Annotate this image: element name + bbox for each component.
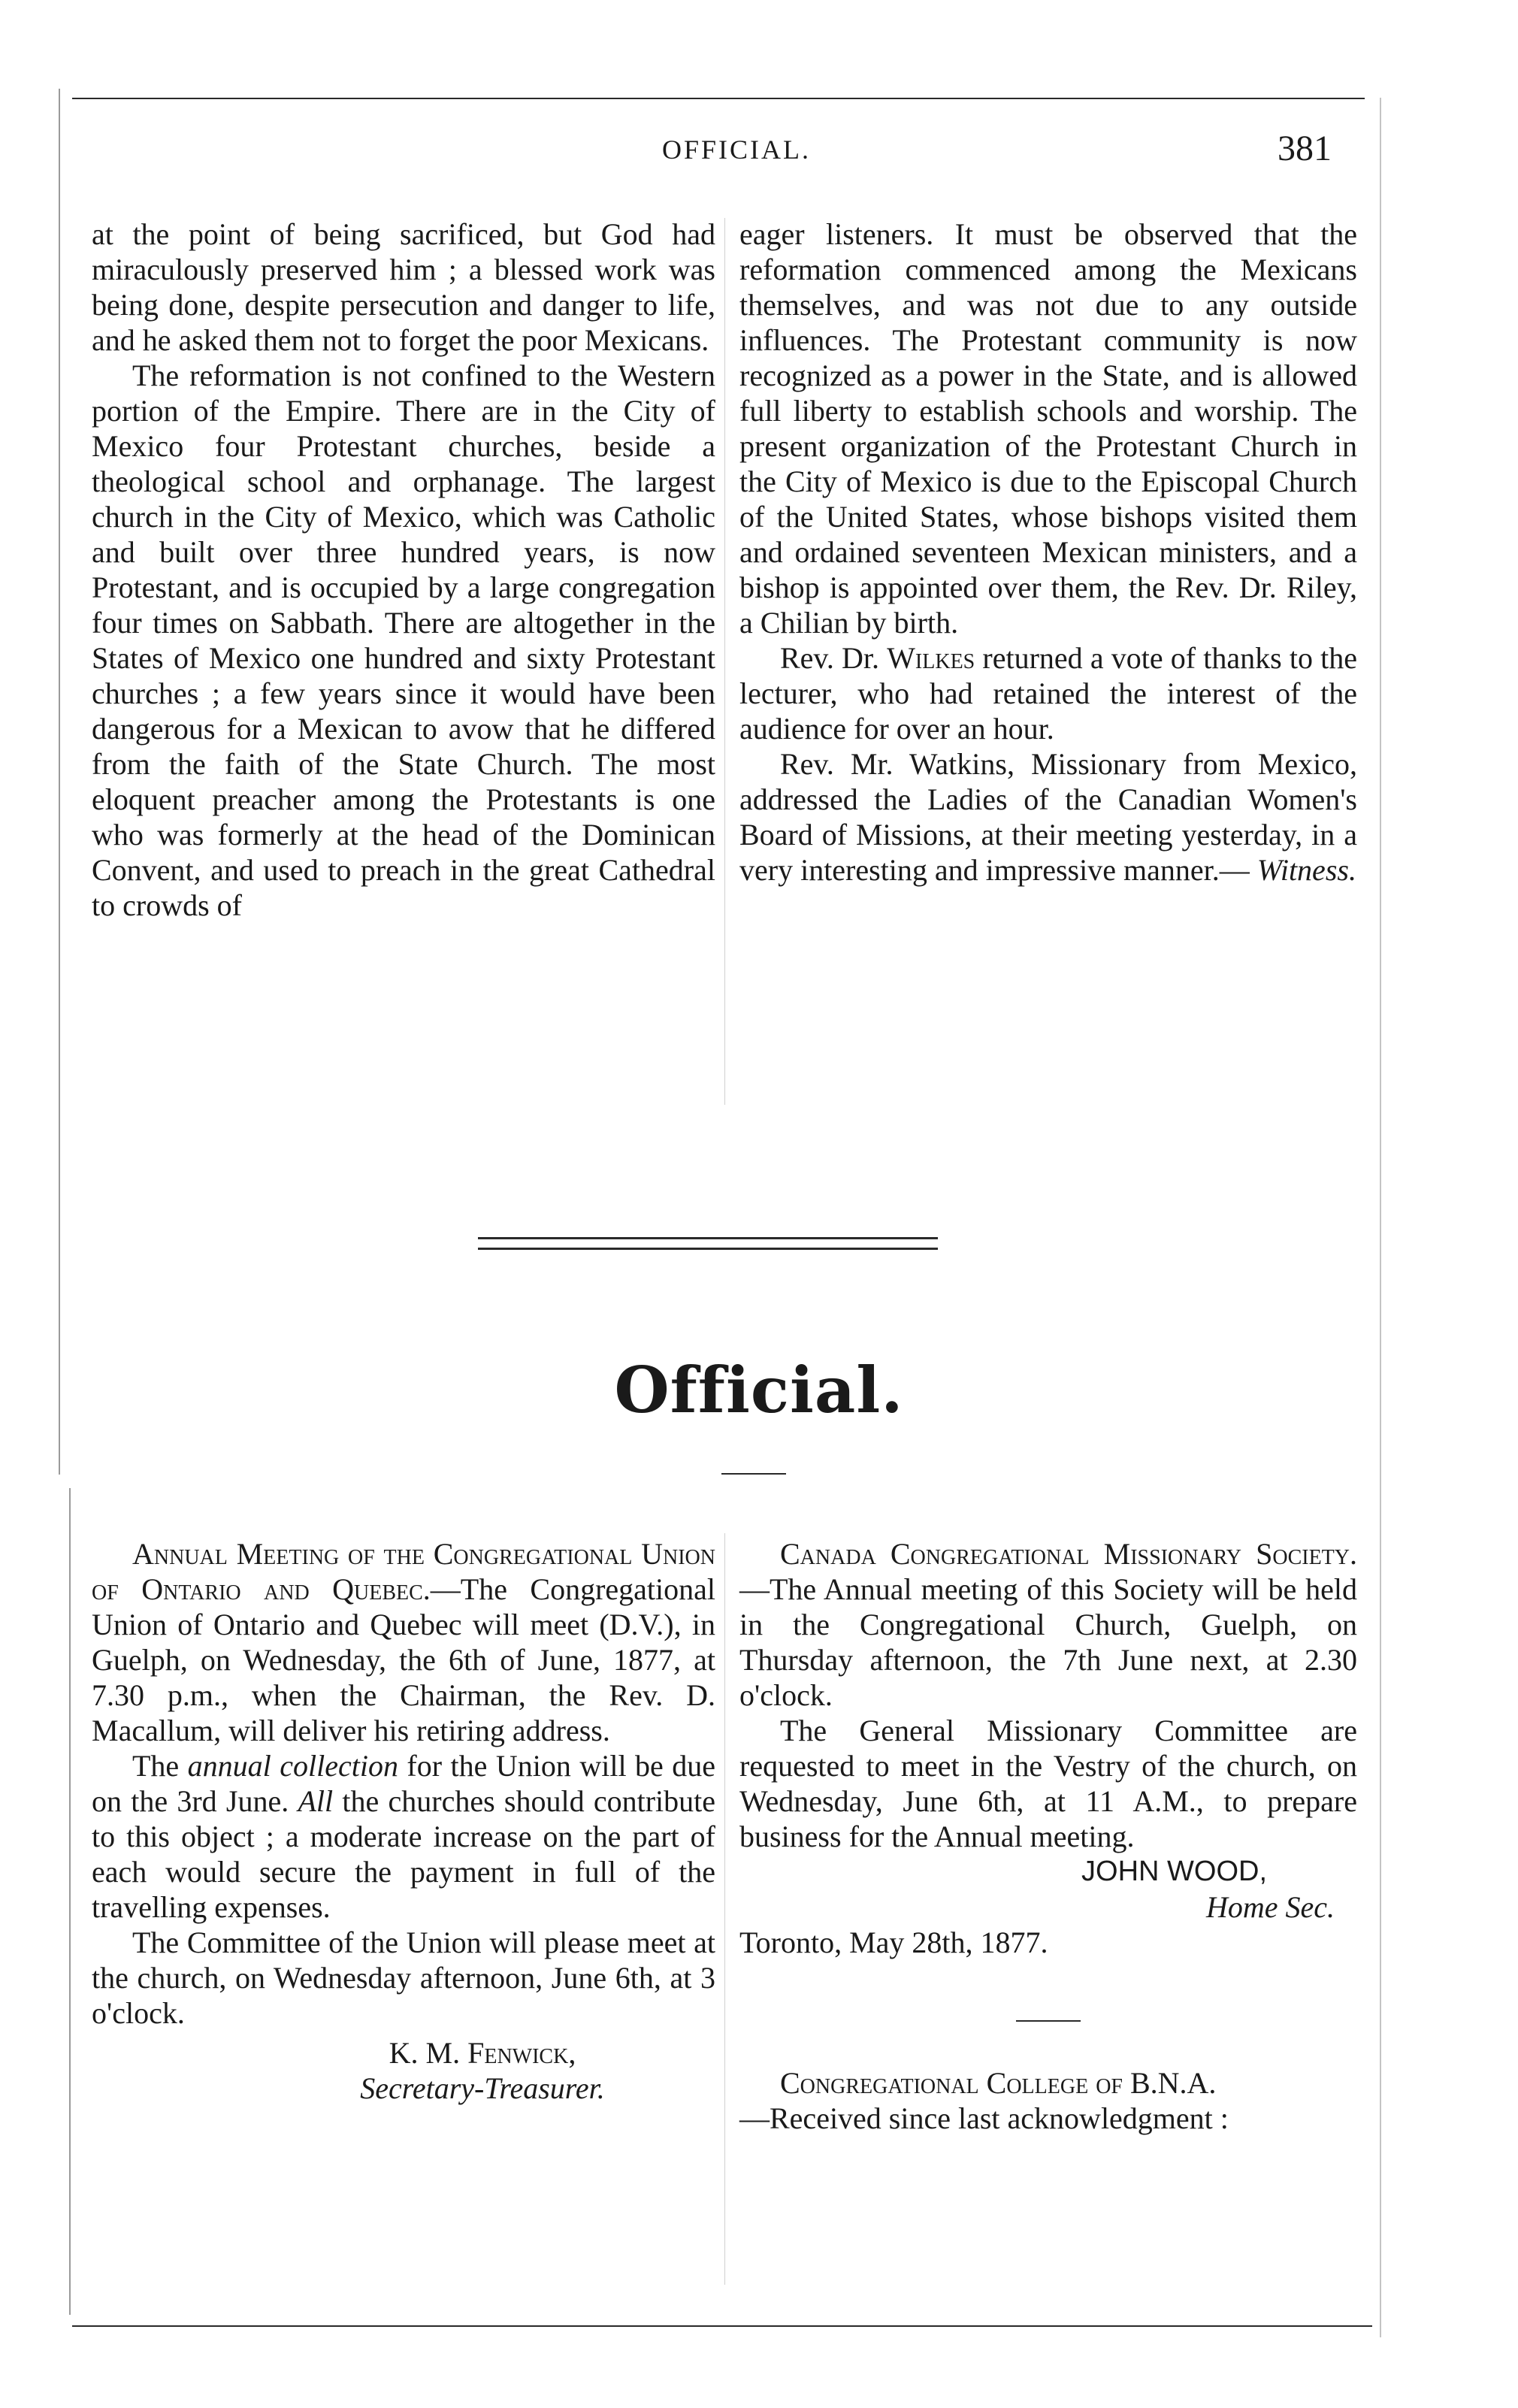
- paragraph: The reformation is not confined to the Western portion of the Empire. There are in the City of Mexico four Protestant churches, beside a theological school and orphanage. The largest church in the City of Mexico, which was Catholic and built over three hundred years, is now Protestant, and is occupied by a large congregation four times on Sabbath. There are altogether in the States of Mexico one hundred and sixty Protestant churches ; a few years since it would have been dangerous for a Mexican to avow that he differed from the faith of the State Church. The most eloquent preacher among the Protestants is one who was formerly at the head of the Dominican Convent, and used to preach in the great Cathedral to crowds of: [92, 358, 715, 922]
- paragraph: [739, 1536, 1357, 1713]
- notice-heading: Congregational College of B.N.A.: [780, 2066, 1217, 2100]
- text-run: —The Annual meeting of this Society will be held in the Congregational Church, Guelph, on Thursday afternoon, the 7th June next, at 2.30 o'clock.: [739, 1572, 1357, 1712]
- section-heading: Official.: [614, 1353, 904, 1427]
- paragraph: [739, 2065, 1357, 2101]
- paragraph: [739, 746, 1357, 888]
- top-left-column: [92, 216, 715, 923]
- running-head: OFFICIAL.: [661, 135, 812, 165]
- text-run: Rev. Mr. Watkins, Missionary from Mexico, addressed the Ladies of the Canadian Women's Board of Missions, at their meeting yesterday, in a very interesting and impressive manner.—: [739, 747, 1357, 887]
- person-name: Wilkes: [887, 641, 975, 675]
- emphasis: annual collection: [187, 1749, 398, 1783]
- signature-title: Home Sec.: [1205, 1890, 1335, 1924]
- section-rule-upper: [478, 1237, 938, 1239]
- signature-name: K. M. Fenwick,: [389, 2036, 576, 2070]
- section-rule-lower: [478, 1248, 938, 1250]
- column-divider: [724, 218, 725, 1105]
- text-run: Rev. Dr.: [780, 641, 888, 675]
- paragraph: [92, 1748, 715, 1925]
- bottom-left-column: [92, 1536, 715, 2106]
- bottom-rule: [72, 2325, 1372, 2327]
- top-rule: [72, 98, 1365, 99]
- column-divider-lower: [724, 1533, 725, 2285]
- bottom-right-column: [739, 1536, 1357, 2136]
- notice-heading: Annual Meeting of the Congregational Union of Ontario and Quebec.: [92, 1537, 715, 1606]
- paragraph: eager listeners. It must be observed that the reformation commenced among the Mexicans themselves, and was not due to any outside influences. The Protestant community is now recognized as a power in the State, and is allowed full liberty to establish schools and worship. The present organization of the Protestant Church in the City of Mexico is due to the Episcopal Church of the United States, whose bishops visited them and ordained seventeen Mexican ministers, and a bishop is appointed over them, the Rev. Dr. Riley, a Chilian by birth.: [739, 217, 1357, 640]
- heading-underline: [721, 1473, 786, 1475]
- text-run: returned a vote of thanks to the lecturer, who had retained the interest of the audience for over an hour.: [739, 641, 1357, 746]
- notice-heading: Canada Congregational Missionary Society.: [780, 1537, 1357, 1571]
- emphasis: All: [298, 1784, 334, 1818]
- paragraph: The Committee of the Union will please meet at the church, on Wednesday afternoon, June 6th, at 3 o'clock.: [92, 1925, 715, 2030]
- signature-title: Secretary-Treasurer.: [360, 2071, 605, 2105]
- page-number: 381: [1278, 129, 1332, 168]
- text-run: The: [132, 1749, 188, 1783]
- text-run: for the Union will be due on the 3rd June.: [92, 1749, 715, 1818]
- paragraph: [92, 1536, 715, 1748]
- paragraph: at the point of being sacrificed, but God had miraculously preserved him ; a blessed work was being done, despite persecution and danger to life, and he asked them not to forget the poor Mexicans.: [92, 217, 715, 357]
- text-run: —The Congregational Union of Ontario and Quebec will meet (D.V.), in Guelph, on Wednesday, the 6th of June, 1877, at 7.30 p.m., when the Chairman, the Rev. D. Macallum, will deliver his retiring address.: [92, 1572, 716, 1747]
- paragraph: —Received since last acknowledgment :: [739, 2101, 1229, 2135]
- signature-name: JOHN WOOD,: [1081, 1856, 1267, 1887]
- short-rule: [1016, 2020, 1081, 2022]
- source-credit: Witness.: [1256, 853, 1356, 887]
- left-margin-line: [59, 89, 60, 1475]
- paragraph: The General Missionary Committee are requested to meet in the Vestry of the church, on Wednesday, June 6th, at 11 A.M., to prepare business for the Annual meeting.: [739, 1714, 1357, 1853]
- left-margin-line-lower: [69, 1488, 71, 2315]
- paragraph: [739, 640, 1357, 746]
- right-margin-line: [1380, 98, 1381, 2337]
- dateline: Toronto, May 28th, 1877.: [739, 1925, 1048, 1959]
- top-right-column: [739, 216, 1357, 888]
- text-run: the churches should contribute to this object ; a moderate increase on the part of each would secure the payment in full of the travelling expenses.: [92, 1784, 715, 1924]
